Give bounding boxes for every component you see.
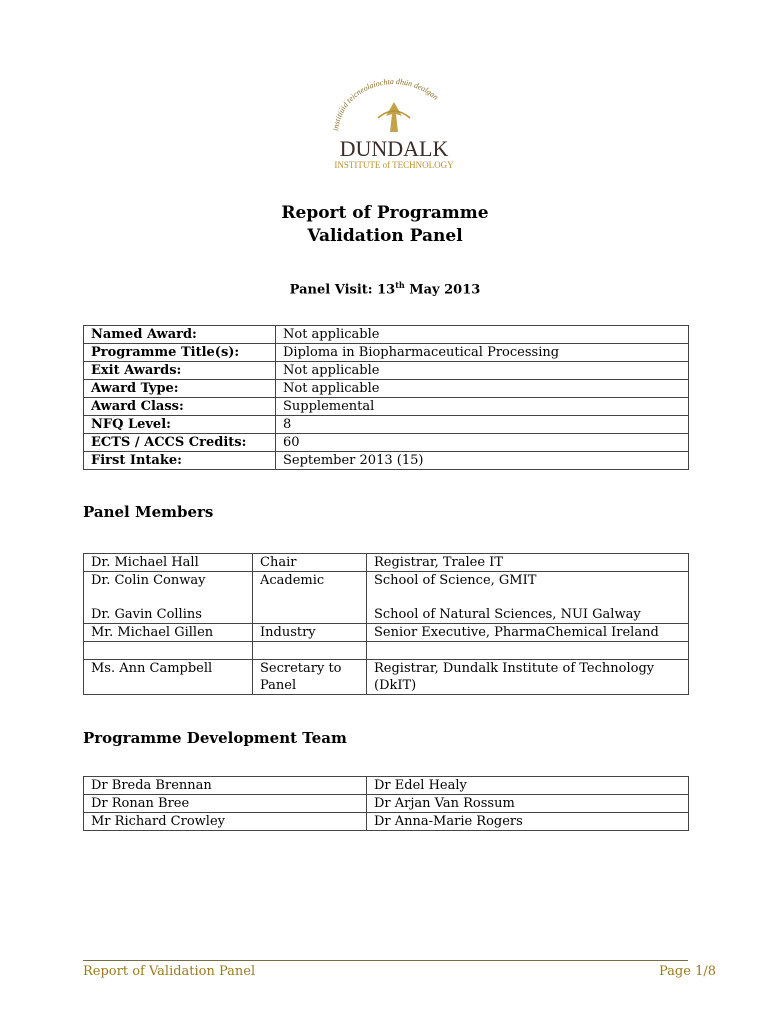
member-role: Academic <box>253 572 367 624</box>
member-name: Mr. Michael Gillen <box>84 624 253 642</box>
logo-subtitle: INSTITUTE of TECHNOLOGY <box>334 160 454 170</box>
table-row <box>84 554 689 572</box>
table-row <box>84 380 689 398</box>
member-role: Industry <box>253 624 367 642</box>
team-member: Mr Richard Crowley <box>84 813 367 831</box>
detail-value: 60 <box>276 434 689 452</box>
footer-rule <box>83 960 688 961</box>
table-row <box>84 795 689 813</box>
table-row <box>84 326 689 344</box>
team-member: Dr Edel Healy <box>367 777 689 795</box>
table-row <box>84 398 689 416</box>
empty-cell <box>253 642 367 660</box>
member-role: Secretary to Panel <box>253 660 367 695</box>
table-row <box>84 344 689 362</box>
detail-value: Diploma in Biopharmaceutical Processing <box>276 344 689 362</box>
detail-label: ECTS / ACCS Credits: <box>84 434 276 452</box>
logo-arc-text: institiúid teicneolaíochta dhún dealgan <box>331 76 441 132</box>
report-title-line2: Validation Panel <box>307 226 463 246</box>
table-row <box>84 362 689 380</box>
development-team-heading: Programme Development Team <box>83 729 347 747</box>
panel-visit-rest: May 2013 <box>404 282 481 298</box>
detail-value: Supplemental <box>276 398 689 416</box>
table-row <box>84 624 689 642</box>
detail-label: Programme Title(s): <box>84 344 276 362</box>
table-row <box>84 434 689 452</box>
table-row <box>84 416 689 434</box>
report-title-line1: Report of Programme <box>281 203 489 223</box>
award-details-table <box>83 325 689 470</box>
team-member: Dr Breda Brennan <box>84 777 367 795</box>
table-row <box>84 660 689 695</box>
member-name: Ms. Ann Campbell <box>84 660 253 695</box>
panel-visit-sup: th <box>395 280 405 290</box>
detail-label: First Intake: <box>84 452 276 470</box>
member-name: Dr. Colin Conway Dr. Gavin Collins <box>84 572 253 624</box>
panel-visit <box>0 280 770 297</box>
footer-title: Report of Validation Panel <box>83 964 256 979</box>
page-number: Page 1/8 <box>659 964 716 979</box>
detail-value: September 2013 (15) <box>276 452 689 470</box>
member-org: Registrar, Dundalk Institute of Technology (DkIT) <box>367 660 689 695</box>
member-org: School of Science, GMIT School of Natural Sciences, NUI Galway <box>367 572 689 624</box>
member-org: Registrar, Tralee IT <box>367 554 689 572</box>
detail-value: 8 <box>276 416 689 434</box>
detail-label: Named Award: <box>84 326 276 344</box>
logo-name: DUNDALK <box>339 136 449 161</box>
member-org: Senior Executive, PharmaChemical Ireland <box>367 624 689 642</box>
detail-label: Award Class: <box>84 398 276 416</box>
detail-label: NFQ Level: <box>84 416 276 434</box>
table-row <box>84 572 689 624</box>
table-row <box>84 813 689 831</box>
detail-label: Exit Awards: <box>84 362 276 380</box>
team-member: Dr Anna-Marie Rogers <box>367 813 689 831</box>
panel-members-table <box>83 553 689 695</box>
table-row <box>84 452 689 470</box>
panel-members-heading: Panel Members <box>83 503 214 521</box>
detail-value: Not applicable <box>276 362 689 380</box>
member-role: Chair <box>253 554 367 572</box>
panel-visit-label: Panel Visit: 13 <box>289 282 396 298</box>
development-team-table <box>83 776 689 831</box>
empty-cell <box>84 642 253 660</box>
table-row <box>84 642 689 660</box>
member-name: Dr. Michael Hall <box>84 554 253 572</box>
svg-text:institiúid teicneolaíochta dhú <box>331 77 440 131</box>
detail-value: Not applicable <box>276 326 689 344</box>
team-member: Dr Ronan Bree <box>84 795 367 813</box>
detail-value: Not applicable <box>276 380 689 398</box>
table-row <box>84 777 689 795</box>
dundalk-logo <box>312 74 476 174</box>
team-member: Dr Arjan Van Rossum <box>367 795 689 813</box>
detail-label: Award Type: <box>84 380 276 398</box>
empty-cell <box>367 642 689 660</box>
